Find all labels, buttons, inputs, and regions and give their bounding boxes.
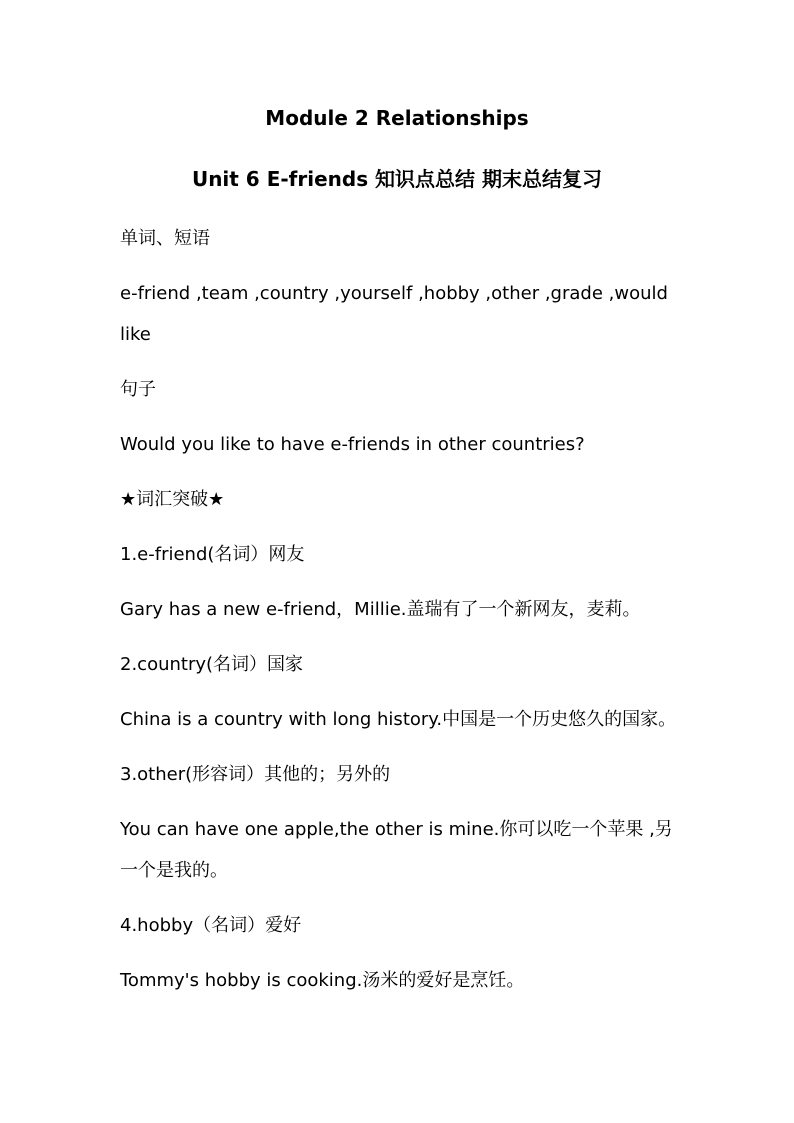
vocabulary-list-continued: like xyxy=(120,324,151,345)
item-heading-e-friend: 1.e-friend(名词）网友 xyxy=(120,544,305,565)
example-sentence-hobby: Tommy's hobby is cooking.汤米的爱好是烹饪。 xyxy=(120,970,525,991)
example-sentence-other: You can have one apple,the other is mine.你可以吃一个苹果 ,另 xyxy=(120,819,673,840)
example-sentence-other-continued: 一个是我的。 xyxy=(120,860,228,881)
item-heading-other: 3.other(形容词）其他的；另外的 xyxy=(120,764,391,785)
example-sentence-e-friend: Gary has a new e-friend，Millie.盖瑞有了一个新网友，麦莉。 xyxy=(120,599,641,620)
section-heading-sentences: 句子 xyxy=(120,379,156,400)
example-sentence-country: China is a country with long history.中国是一个历史悠久的国家。 xyxy=(120,709,677,730)
section-heading-vocabulary-breakthrough: ★词汇突破★ xyxy=(120,489,225,510)
document-subtitle: Unit 6 E-friends 知识点总结 期末总结复习 xyxy=(191,167,603,191)
section-heading-vocabulary: 单词、短语 xyxy=(120,228,210,249)
vocabulary-list: e-friend ,team ,country ,yourself ,hobby ,other ,grade ,would xyxy=(120,283,668,304)
document-title: Module 2 Relationships xyxy=(265,106,529,130)
item-heading-country: 2.country(名词）国家 xyxy=(120,654,304,675)
key-sentence: Would you like to have e-friends in other countries? xyxy=(120,434,585,455)
item-heading-hobby: 4.hobby（名词）爱好 xyxy=(120,915,302,936)
